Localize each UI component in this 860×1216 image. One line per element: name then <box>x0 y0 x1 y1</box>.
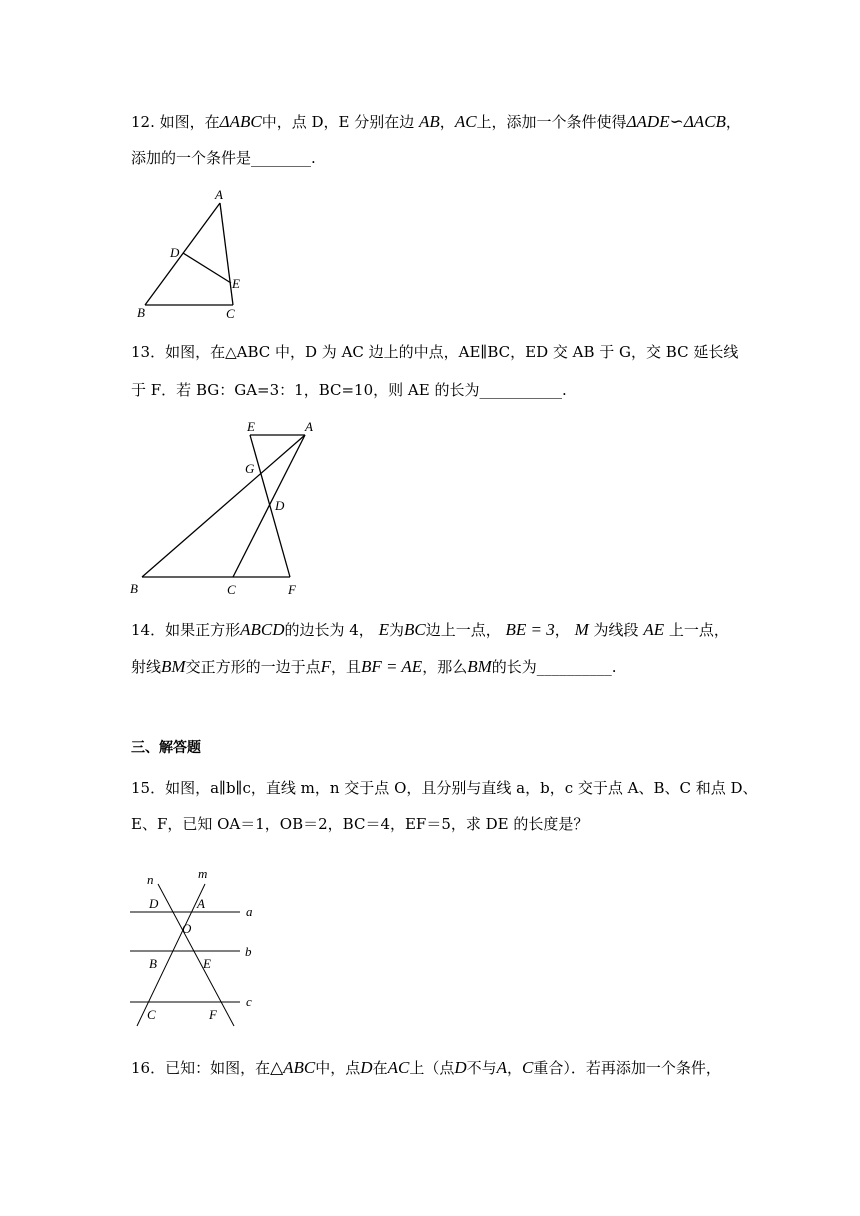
fig12-label-b: B <box>137 305 145 320</box>
q16-line1 <box>131 1058 721 1078</box>
q14-bf-equation: BF = AE <box>360 657 423 676</box>
q14-segment-bm: BM <box>467 657 492 676</box>
q14-ray-bm: BM <box>161 657 186 676</box>
q16-point-a: A <box>496 1058 508 1077</box>
q13-line1: 13．如图，在△ABC 中，D 为 AC 边上的中点，AE∥BC，ED 交 AB 于 G，交 BC 延长线 <box>131 343 739 361</box>
q12-text-b: 中，点 D，E 分别在边 <box>261 113 415 131</box>
q14-text-3: 为 <box>388 621 404 639</box>
fig12-label-e: E <box>232 276 240 291</box>
q14-text-1: 14．如果正方形 <box>131 621 241 639</box>
fig15-label-d: D <box>149 896 159 911</box>
fig15-label-m: m <box>198 866 208 881</box>
fig12-segment-de <box>183 253 231 283</box>
q14-point-m: M <box>574 620 589 639</box>
q14-line2 <box>131 657 617 677</box>
section-heading: 三、解答题 <box>131 740 201 756</box>
q16-point-d-2: D <box>454 1058 467 1077</box>
q16-text-3: 在 <box>372 1059 388 1077</box>
fig12-label-d: D <box>170 245 180 260</box>
q16-triangle-abc: △ABC <box>270 1058 316 1077</box>
fig15-label-c: C <box>147 1007 156 1022</box>
q14-text-11: ，那么 <box>422 658 468 676</box>
q14-segment-ae: AE <box>643 620 665 639</box>
q14-text-4: 边上一点， <box>425 621 501 639</box>
q12-triangle-abc: ΔABC <box>219 112 262 131</box>
q12-sep: ， <box>439 113 455 131</box>
q14-text-9: 交正方形的一边于点 <box>185 658 321 676</box>
q16-text-4: 上（点 <box>409 1059 455 1077</box>
q15-line2: E、F，已知 OA＝1，OB＝2，BC＝4，EF＝5，求 DE 的长度是？ <box>131 815 589 833</box>
q16-point-c: C <box>522 1058 534 1077</box>
q16-text-6: ， <box>507 1059 523 1077</box>
q12-line2: 添加的一个条件是________. <box>131 149 316 167</box>
fig12-label-a: A <box>215 187 223 202</box>
fig15-label-o: O <box>182 921 192 936</box>
fig12-side-ab <box>145 203 220 305</box>
q14-text-12: 的长为__________. <box>491 658 617 676</box>
q16-point-d: D <box>360 1058 373 1077</box>
q14-text-2: 的边长为 4， <box>284 621 374 639</box>
q16-text-1: 16．已知：如图，在 <box>131 1059 271 1077</box>
q14-segment-bc: BC <box>403 620 426 639</box>
fig15-line-n <box>158 884 234 1026</box>
q14-line1 <box>131 620 729 640</box>
fig13-label-c: C <box>227 582 236 597</box>
fig15-label-f: F <box>209 1007 217 1022</box>
q16-text-5: 不与 <box>466 1059 497 1077</box>
q16-text-2: 中，点 <box>315 1059 361 1077</box>
q12-line1 <box>131 112 741 132</box>
q14-text-5: ， <box>554 621 570 639</box>
fig15-label-n: n <box>147 872 154 887</box>
q13-line2: 于 F．若 BG：GA=3：1，BC=10，则 AE 的长为___________. <box>131 381 567 399</box>
fig15-label-a: A <box>197 896 205 911</box>
fig13-label-b: B <box>130 581 138 596</box>
fig15-line-m <box>137 884 205 1026</box>
figure-12 <box>125 185 265 325</box>
q14-be-equation: BE = 3 <box>505 620 555 639</box>
q14-point-f: F <box>320 657 331 676</box>
fig13-label-a: A <box>305 419 313 434</box>
q12-end: ， <box>725 113 741 131</box>
q14-point-e: E <box>378 620 389 639</box>
q12-segment-ab: AB <box>419 112 440 131</box>
fig15-label-b: B <box>149 956 157 971</box>
q12-similarity: ΔADE∽ΔACB <box>626 112 726 131</box>
fig12-label-c: C <box>226 306 235 321</box>
figure-13 <box>125 415 325 600</box>
q16-segment-ac: AC <box>387 1058 410 1077</box>
fig13-label-g: G <box>245 461 255 476</box>
q14-text-6: 为线段 <box>593 621 639 639</box>
q12-text-c: 上，添加一个条件使得 <box>476 113 627 131</box>
fig15-label-e: E <box>203 956 211 971</box>
fig13-label-f: F <box>288 582 296 597</box>
q14-text-7: 上一点， <box>668 621 729 639</box>
q14-text-10: ，且 <box>330 658 361 676</box>
figure-15 <box>125 862 265 1032</box>
fig15-label-line-c: c <box>246 994 252 1009</box>
fig15-label-line-b: b <box>245 944 252 959</box>
q14-text-8: 射线 <box>131 658 162 676</box>
fig13-segment-ac <box>233 435 305 577</box>
fig13-label-e: E <box>247 419 255 434</box>
q14-square-abcd: ABCD <box>240 620 285 639</box>
q12-segment-ac: AC <box>454 112 477 131</box>
q16-text-7: 重合）．若再添加一个条件， <box>533 1059 721 1077</box>
q12-text-a: 12. 如图，在 <box>131 113 220 131</box>
fig13-label-d: D <box>275 498 285 513</box>
q15-line1: 15．如图，a∥b∥c，直线 m，n 交于点 O，且分别与直线 a，b，c 交于点 A、B、C 和点 D、 <box>131 779 758 797</box>
fig15-label-line-a: a <box>246 904 253 919</box>
